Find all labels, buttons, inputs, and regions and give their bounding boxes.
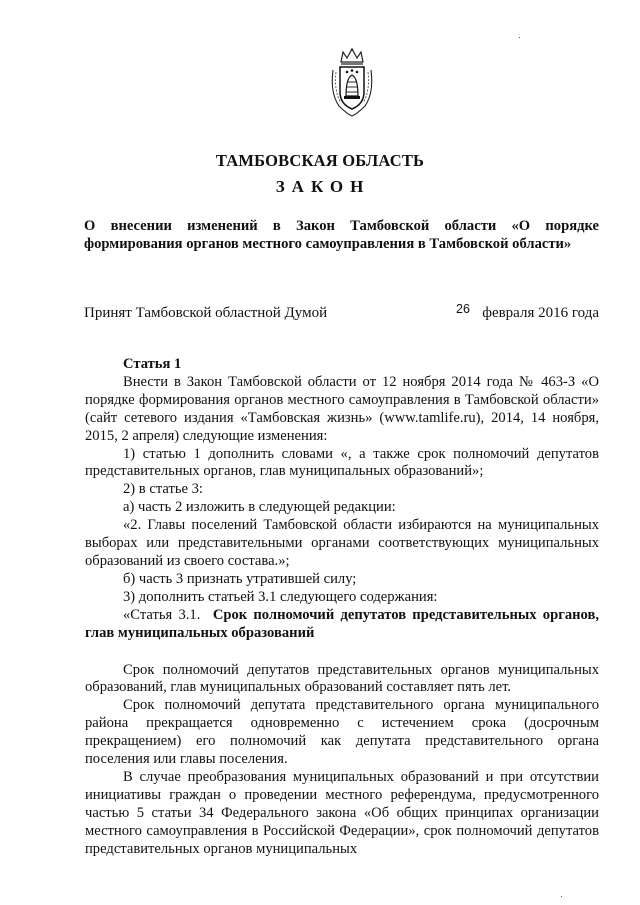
law-body bbox=[85, 356, 599, 858]
paragraph: 2) в статье 3: bbox=[123, 481, 203, 498]
article-3-1-title: Срок полномочий депутатов представительных органов, глав муниципальных образований bbox=[85, 606, 599, 641]
paragraph: а) часть 2 изложить в следующей редакции: bbox=[123, 499, 396, 516]
document-type-heading: ЗАКОН bbox=[275, 177, 371, 196]
article-3-1-prefix: «Статья 3.1. bbox=[123, 606, 201, 623]
adopted-date: февраля 2016 года bbox=[482, 305, 599, 321]
scan-speck bbox=[519, 37, 520, 38]
paragraph: 1) статью 1 дополнить словами «, а также срок полномочий депутатов представительных органов, глав муниципальных образований»; bbox=[85, 445, 599, 480]
law-title: О внесении изменений в Закон Тамбовской области «О порядке формирования органов местного самоуправления в Тамбовской области» bbox=[84, 218, 599, 252]
adoption-line bbox=[84, 304, 599, 322]
paragraph: 3) дополнить статьей 3.1 следующего содержания: bbox=[123, 588, 438, 605]
paragraph: Срок полномочий депутатов представительных органов муниципальных образований, глав муниципальных образований составляет пять лет. bbox=[85, 661, 599, 696]
tambov-coat-of-arms-icon bbox=[329, 48, 375, 118]
paragraph: Срок полномочий депутата представительного органа муниципального района прекращается одновременно с истечением срока (досрочным прекращением) его полномочий как депутата представительного органа поселения или главы поселения. bbox=[85, 697, 599, 768]
article-heading: Статья 1 bbox=[123, 356, 182, 372]
paragraph: Внести в Закон Тамбовской области от 12 ноября 2014 года № 463-З «О порядке формирования органов местного самоуправления в Тамбовской области» (сайт сетевого издания «Тамбовская жизнь» (www.tamlife.ru), 2014, 14 ноября, 2015, 2 апреля) следующие изменения: bbox=[85, 373, 599, 444]
paragraph: В случае преобразования муниципальных образований и при отсутствии инициативы граждан о проведении местного референдума, предусмотренного частью 5 статьи 34 Федерального закона «Об общих принципах организации местного самоуправления в Российской Федерации», срок полномочий депутатов представительных органов муниципальных bbox=[85, 768, 599, 857]
article-3-1-heading bbox=[85, 607, 599, 643]
adopted-by-text: Принят Тамбовской областной Думой bbox=[84, 305, 328, 321]
paragraph: «2. Главы поселений Тамбовской области избираются на муниципальных выборах или представительными органами соответствующих муниципальных образований из своего состава.»; bbox=[85, 517, 599, 569]
paragraph: б) часть 3 признать утратившей силу; bbox=[123, 570, 357, 587]
adopted-day: 26 bbox=[456, 302, 470, 316]
scan-speck bbox=[561, 896, 562, 897]
region-heading: ТАМБОВСКАЯ ОБЛАСТЬ bbox=[215, 151, 425, 170]
